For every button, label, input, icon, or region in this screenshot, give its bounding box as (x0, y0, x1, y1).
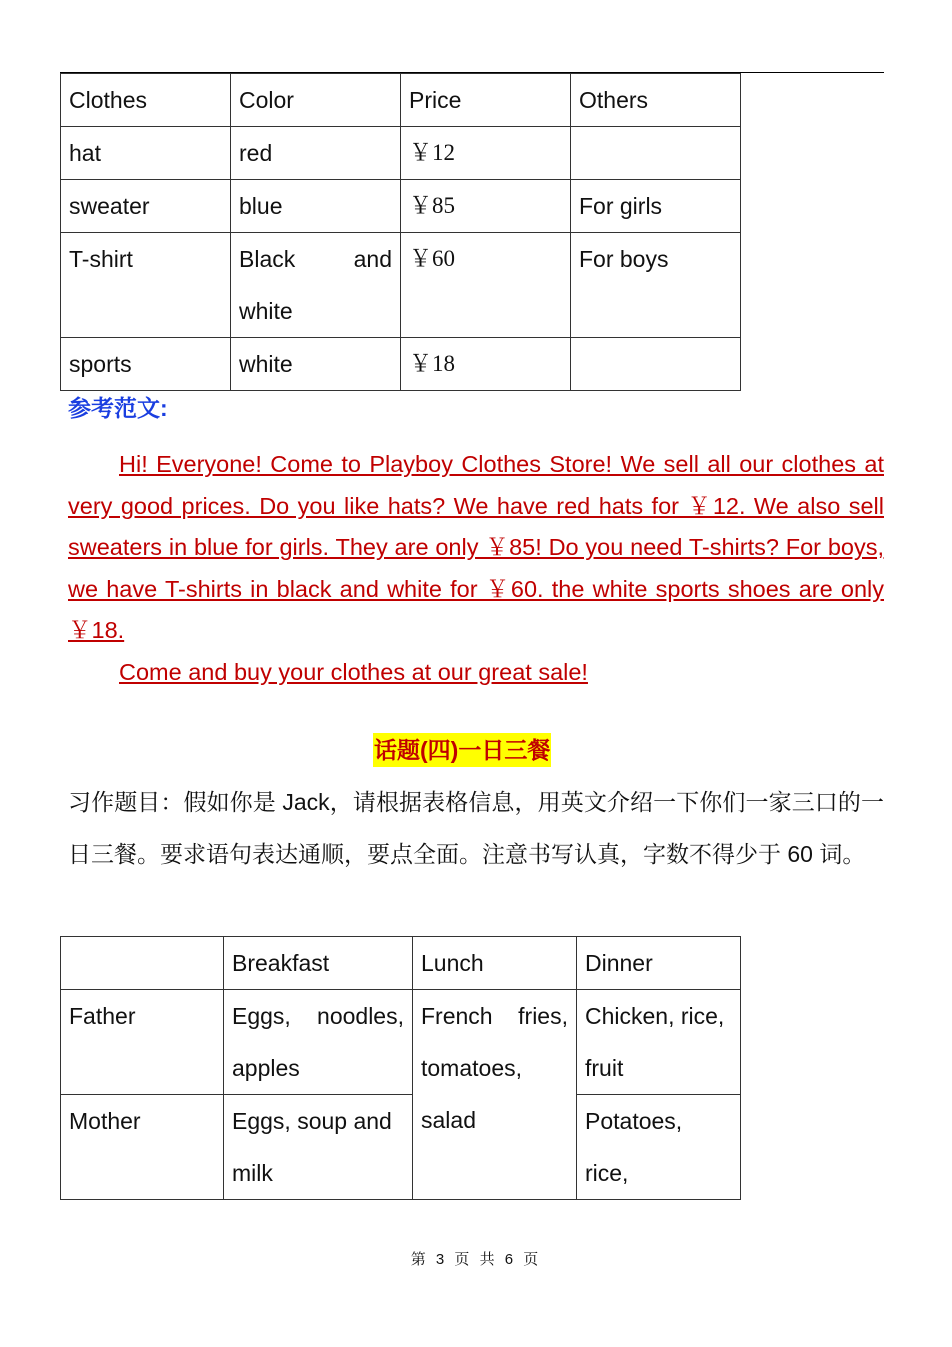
cell: ￥60 (401, 233, 571, 338)
header-cell: Dinner (577, 937, 741, 990)
essay-paragraph: Hi! Everyone! Come to Playboy Clothes Store! We sell all our clothes at very good prices. Do you like hats? We have red hats for ￥12. We also sell sweaters in blue for girls. They are only ￥85! Do you need T-shirts? For boys, we have T-shirts in black and white for ￥60. the white sports shoes are only ￥18. (68, 451, 884, 643)
cell: blue (231, 180, 401, 233)
cell: ￥85 (401, 180, 571, 233)
cell-text: and (353, 246, 392, 272)
topic-title: 话题(四)一日三餐 (373, 733, 551, 767)
header-cell: Price (401, 74, 571, 127)
cell: ￥18 (401, 338, 571, 391)
cell (231, 233, 401, 338)
header-cell: Color (231, 74, 401, 127)
cell-text: Black (239, 246, 296, 272)
table-row (61, 127, 741, 180)
cell: Eggs, soup and milk (224, 1095, 413, 1200)
page-footer: 第 3 页 共 6 页 (410, 1251, 542, 1268)
cell: Father (61, 990, 224, 1095)
header-cell: Lunch (413, 937, 577, 990)
cell: For boys (571, 233, 741, 338)
cell: For girls (571, 180, 741, 233)
clothes-table (60, 73, 741, 391)
essay-paragraph: Come and buy your clothes at our great sale! (119, 658, 588, 685)
cell: ￥12 (401, 127, 571, 180)
meals-table (60, 936, 741, 1200)
table-header-row (61, 74, 741, 127)
cell (571, 338, 741, 391)
reference-label: 参考范文: (68, 395, 168, 421)
cell: sweater (61, 180, 231, 233)
cell: red (231, 127, 401, 180)
cell: sports (61, 338, 231, 391)
cell: Mother (61, 1095, 224, 1200)
table-row (61, 233, 741, 338)
cell: white (231, 338, 401, 391)
cell: Eggs, noodles, apples (224, 990, 413, 1095)
cell: Chicken, rice, fruit (577, 990, 741, 1095)
table-row (61, 180, 741, 233)
cell: T-shirt (61, 233, 231, 338)
cell: hat (61, 127, 231, 180)
header-cell: Breakfast (224, 937, 413, 990)
cell-text: white (239, 298, 293, 324)
header-cell (61, 937, 224, 990)
table-row (61, 990, 741, 1095)
table-header-row (61, 937, 741, 990)
writing-prompt: 习作题目：假如你是 Jack，请根据表格信息，用英文介绍一下你们一家三口的一日三餐。要求语句表达通顺，要点全面。注意书写认真，字数不得少于 60 词。 (68, 789, 884, 867)
table-row (61, 338, 741, 391)
cell: French fries, tomatoes, salad (413, 990, 577, 1200)
header-cell: Others (571, 74, 741, 127)
table-row (61, 1095, 741, 1200)
cell: Potatoes, rice, (577, 1095, 741, 1200)
cell (571, 127, 741, 180)
header-cell: Clothes (61, 74, 231, 127)
sample-essay (68, 444, 884, 693)
